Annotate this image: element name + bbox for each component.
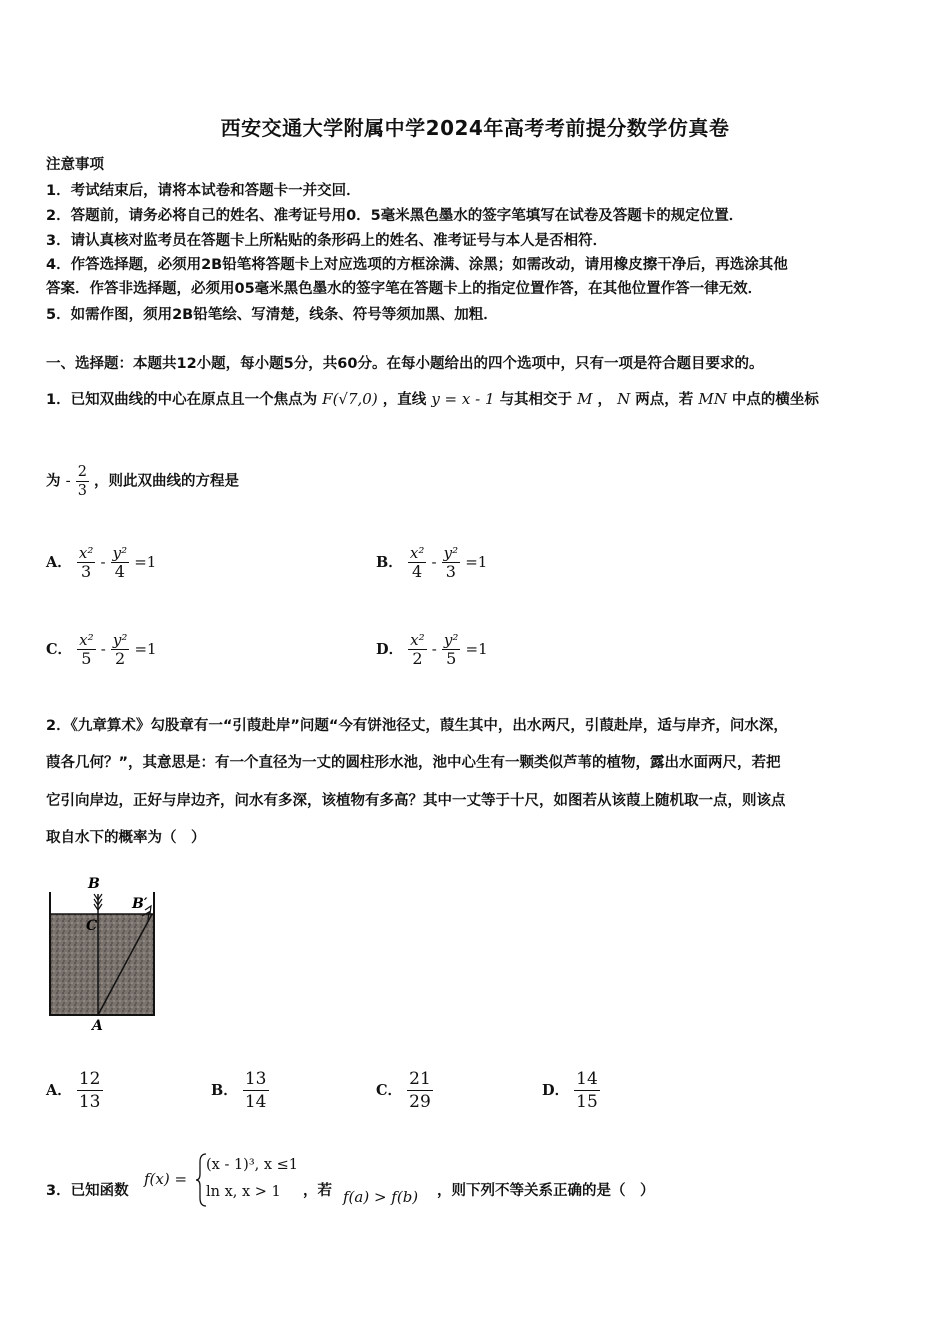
q1-option-d[interactable] <box>376 632 488 667</box>
fraction-numerator: y² <box>443 631 459 649</box>
option-label: C． <box>46 641 73 658</box>
q1-segment-mn: MN <box>698 390 727 408</box>
fraction-denominator: 4 <box>412 562 423 581</box>
q3-text-mid: ，若 <box>303 1183 332 1199</box>
q1-text: 1．已知双曲线的中心在原点且一个焦点为 <box>46 392 318 408</box>
note-item: 答案．作答非选择题，必须用05毫米黑色墨水的签字笔在答题卡上的指定位置作答，在其他位置作答一律无效． <box>46 281 763 297</box>
fraction-numerator: y² <box>112 544 128 562</box>
section-heading: 一、选择题：本题共12小题，每小题5分，共60分。在每小题给出的四个选项中，只有一项是符合题目要求的。 <box>46 356 764 372</box>
fraction-numerator: 13 <box>244 1069 267 1089</box>
minus-sign: - <box>100 640 106 658</box>
option-label: D． <box>376 641 404 658</box>
label-c: C <box>86 918 98 934</box>
option-label: D． <box>542 1082 570 1099</box>
fraction-denominator: 5 <box>81 649 92 668</box>
fraction-denominator: 3 <box>77 483 87 499</box>
fraction-denominator: 14 <box>244 1092 267 1112</box>
question-1-stem <box>46 388 819 409</box>
fraction-numerator: 12 <box>78 1069 101 1089</box>
fraction-denominator: 2 <box>412 649 423 668</box>
q1-text: ，则此双曲线的方程是 <box>94 473 239 490</box>
note-item: 3．请认真核对监考员在答题卡上所粘贴的条形码上的姓名、准考证号与本人是否相符． <box>46 233 608 249</box>
q1-option-c[interactable] <box>46 632 157 667</box>
q1-text: 中点的横坐标 <box>731 392 819 408</box>
q1-text: ，直线 <box>382 392 427 408</box>
q2-option-a[interactable] <box>46 1069 103 1112</box>
q2-option-c[interactable] <box>376 1069 433 1112</box>
note-item: 4．作答选择题，必须用2B铅笔将答题卡上对应选项的方框涂满、涂黑；如需改动，请用橡皮擦干净后，再选涂其他 <box>46 257 788 273</box>
q1-text: 为 <box>46 473 61 490</box>
fraction-denominator: 2 <box>115 649 126 668</box>
fraction-numerator: y² <box>443 544 459 562</box>
minus-sign: - <box>431 553 437 571</box>
q3-text-start: 3．已知函数 <box>46 1183 129 1199</box>
equation-rhs: =1 <box>134 640 157 658</box>
equation-rhs: =1 <box>465 640 488 658</box>
option-label: B． <box>376 554 403 571</box>
question-1-stem-cont <box>46 464 239 499</box>
q2-line: 葭各几何？”，其意思是：有一个直径为一丈的圆柱形水池，池中心生有一颗类似芦苇的植物，露出水面两尺，若把 <box>46 755 781 771</box>
pond-figure <box>44 872 168 1032</box>
fraction-denominator: 3 <box>81 562 92 581</box>
minus-sign: - <box>431 640 437 658</box>
q1-line-math: y = x - 1 <box>431 390 495 408</box>
q2-line: 取自水下的概率为（ ） <box>46 830 206 846</box>
q3-case-2: ln x, x > 1 <box>206 1184 281 1200</box>
q1-value-sign: - <box>65 471 71 490</box>
q3-case-1: (x - 1)³, x ≤1 <box>206 1157 299 1173</box>
fraction-denominator: 29 <box>409 1092 431 1112</box>
q3-function-name: f(x) = <box>144 1170 188 1188</box>
fraction-numerator: 21 <box>409 1069 431 1089</box>
fraction-numerator: x² <box>409 544 425 562</box>
option-label: C． <box>376 1082 403 1099</box>
fraction-numerator: x² <box>79 631 94 649</box>
fraction-numerator: y² <box>112 631 128 649</box>
option-label: A． <box>46 1082 72 1099</box>
fraction-denominator: 3 <box>445 562 456 581</box>
label-b: B <box>88 876 100 892</box>
q1-option-a[interactable] <box>46 545 156 580</box>
q1-text: 两点，若 <box>635 392 694 408</box>
note-item: 1．考试结束后，请将本试卷和答题卡一并交回． <box>46 183 361 199</box>
q1-point-n: N <box>617 390 631 408</box>
fraction-denominator: 4 <box>114 562 125 581</box>
notes-heading: 注意事项 <box>46 157 104 173</box>
q2-line: 它引向岸边，正好与岸边齐，问水有多深，该植物有多高？其中一丈等于十尺，如图若从该葭上随机取一点，则该点 <box>46 793 786 809</box>
q1-text: 与其相交于 <box>499 392 573 408</box>
option-label: B． <box>211 1082 238 1099</box>
label-a: A <box>92 1018 103 1032</box>
minus-sign: - <box>100 553 106 571</box>
q1-focus-math: F(√7,0) <box>322 390 378 408</box>
fraction-denominator: 13 <box>78 1092 101 1112</box>
q1-point-m: M <box>577 390 593 408</box>
label-b-prime: B′ <box>132 896 148 912</box>
note-item: 2．答题前，请务必将自己的姓名、准考证号用0．5毫米黑色墨水的签字笔填写在试卷及答题卡的规定位置． <box>46 208 744 224</box>
q1-value-fraction <box>76 464 89 499</box>
q2-line: 2．《九章算术》勾股章有一“引葭赴岸”问题“今有饼池径丈，葭生其中，出水两尺，引葭赴岸，适与岸齐，问水深， <box>46 718 788 734</box>
water-body <box>50 914 154 1014</box>
note-item: 5．如需作图，须用2B铅笔绘、写清楚，线条、符号等须加黑、加粗． <box>46 307 498 323</box>
fraction-numerator: x² <box>78 544 94 562</box>
q3-condition: f(a) > f(b) <box>343 1188 419 1206</box>
page-title: 西安交通大学附属中学2024年高考考前提分数学仿真卷 <box>220 116 730 140</box>
fraction-numerator: 14 <box>576 1069 598 1089</box>
q2-option-d[interactable] <box>542 1069 600 1112</box>
q1-text: ， <box>597 392 613 408</box>
fraction-denominator: 15 <box>576 1092 598 1112</box>
option-label: A． <box>46 554 72 571</box>
fraction-numerator: x² <box>410 631 425 649</box>
equation-rhs: =1 <box>465 553 488 571</box>
q2-option-b[interactable] <box>211 1069 269 1112</box>
equation-rhs: =1 <box>134 553 157 571</box>
fraction-denominator: 5 <box>446 649 457 668</box>
fraction-numerator: 2 <box>77 464 87 480</box>
q3-text-end: ，则下列不等关系正确的是（ ） <box>437 1183 655 1199</box>
q1-option-b[interactable] <box>376 545 487 580</box>
